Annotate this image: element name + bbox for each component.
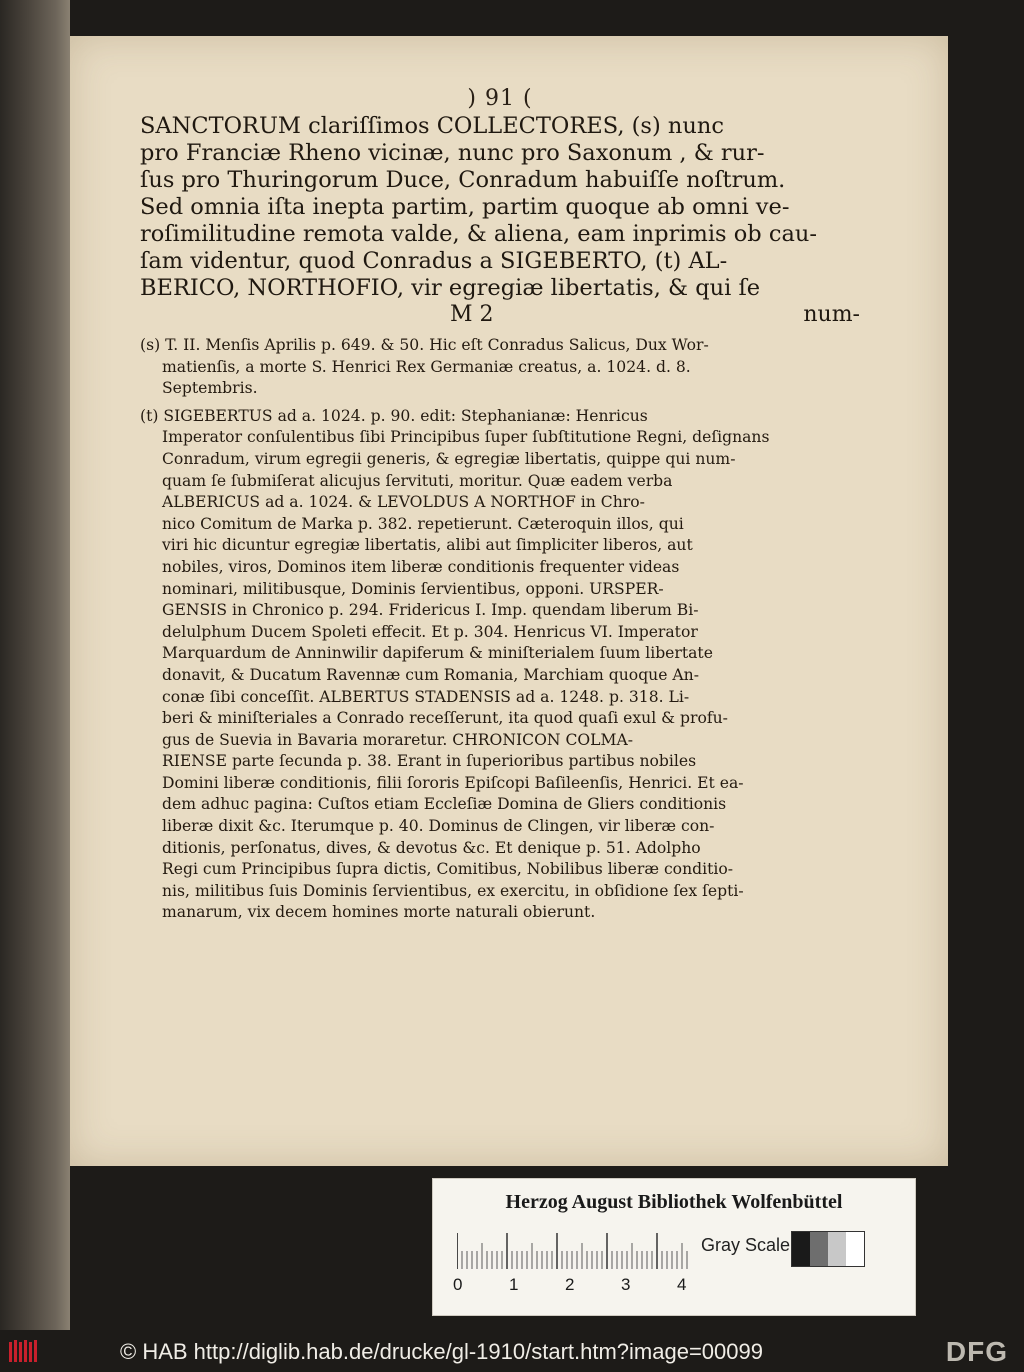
ruler-scale bbox=[457, 1231, 691, 1271]
book-page bbox=[70, 36, 948, 1166]
hab-logo-icon bbox=[8, 1338, 40, 1364]
library-name: Herzog August Bibliothek Wolfenbüttel bbox=[505, 1191, 843, 1213]
ruler-number: 4 bbox=[677, 1275, 687, 1294]
ruler-number: 0 bbox=[453, 1275, 463, 1294]
gray-scale-swatches bbox=[791, 1231, 865, 1267]
gray-swatch bbox=[846, 1232, 864, 1266]
footnote-line: Imperator conſulentibus ſibi Principibus ſuper ſubſtitutione Regni, deſignans bbox=[162, 428, 770, 447]
footnote-line: manarum, vix decem homines morte naturali obierunt. bbox=[162, 903, 596, 922]
ruler-number: 3 bbox=[621, 1275, 631, 1294]
footnote-line: conæ ſibi conceſſit. ALBERTUS STADENSIS ad a. 1248. p. 318. Li- bbox=[162, 687, 690, 706]
dfg-logo: DFG bbox=[945, 1336, 1008, 1367]
footnote-line: matienſis, a morte S. Henrici Rex Germaniæ creatus, a. 1024. d. 8. bbox=[162, 357, 691, 376]
gray-swatch bbox=[810, 1232, 828, 1266]
footnote-line: gus de Suevia in Bavaria moraretur. CHRONICON COLMA- bbox=[162, 730, 634, 749]
copyright-url: © HAB http://diglib.hab.de/drucke/gl-1910/start.htm?image=00099 bbox=[120, 1339, 763, 1364]
signature-line bbox=[450, 302, 860, 327]
text-line: pro Franciæ Rheno vicinæ, nunc pro Saxonum , & rur- bbox=[140, 140, 765, 166]
footnote-line: (t) SIGEBERTUS ad a. 1024. p. 90. edit: Stephanianæ: Henricus bbox=[140, 406, 648, 425]
footnote-line: quam ſe ſubmiſerat alicujus ſervituti, moritur. Quæ eadem verba bbox=[162, 471, 673, 490]
footnote-line: nis, militibus ſuis Dominis ſervientibus, ex exercitu, in obſidione ſex ſepti- bbox=[162, 881, 744, 900]
text-line: Sed omnia iſta inepta partim, partim quoque ab omni ve- bbox=[140, 194, 790, 220]
footnote bbox=[140, 406, 860, 924]
footnote-line: ALBERICUS ad a. 1024. & LEVOLDUS A NORTHOF in Chro- bbox=[162, 493, 645, 512]
signature-mark: M 2 bbox=[450, 302, 494, 327]
footnote-line: nominari, militibusque, Dominis ſervientibus, opponi. URSPER- bbox=[162, 579, 664, 598]
footnotes bbox=[140, 335, 860, 924]
footnote-line: Septembris. bbox=[162, 379, 258, 398]
footnote bbox=[140, 335, 860, 400]
footnote-line: RIENSE parte ſecunda p. 38. Erant in ſuperioribus partibus nobiles bbox=[162, 752, 697, 771]
page-number: ) 91 ( bbox=[467, 86, 533, 111]
catchword: num- bbox=[803, 302, 860, 327]
footnote-line: donavit, & Ducatum Ravennæ cum Romania, Marchiam quoque An- bbox=[162, 665, 699, 684]
text-line: SANCTORUM clariſſimos COLLECTORES, (s) nunc bbox=[140, 113, 724, 139]
footnote-line: nico Comitum de Marka p. 382. repetierunt. Cæteroquin illos, qui bbox=[162, 514, 684, 533]
gray-scale-label: Gray Scale bbox=[701, 1235, 791, 1255]
page-content bbox=[140, 86, 860, 930]
footnote-line: GENSIS in Chronico p. 294. Fridericus I. Imp. quendam liberum Bi- bbox=[162, 601, 699, 620]
footnote-line: nobiles, viros, Dominos item liberæ conditionis frequenter videas bbox=[162, 557, 680, 576]
footnote-line: viri hic dicuntur egregiæ libertatis, alibi aut ſimpliciter liberos, aut bbox=[162, 536, 693, 555]
footnote-line: beri & miniſteriales a Conrado receſſerunt, ita quod quaſi exul & profu- bbox=[162, 709, 728, 728]
adjacent-page-edge bbox=[0, 0, 70, 1330]
gray-swatch bbox=[792, 1232, 810, 1266]
footnote-line: ditionis, perſonatus, dives, & devotus &c. Et denique p. 51. Adolpho bbox=[162, 838, 701, 857]
library-color-target bbox=[432, 1178, 916, 1316]
footnote-line: Marquardum de Anninwilir dapiferum & miniſterialem ſuum libertate bbox=[162, 644, 713, 663]
gray-swatch bbox=[828, 1232, 846, 1266]
footer-bar bbox=[0, 1330, 1024, 1372]
ruler-number: 1 bbox=[509, 1275, 519, 1294]
footnote-line: Domini liberæ conditionis, filii ſororis Epiſcopi Baſileenſis, Henrici. Et ea- bbox=[162, 773, 744, 792]
footnote-line: dem adhuc pagina: Cuſtos etiam Eccleſiæ Domina de Gliers conditionis bbox=[162, 795, 727, 814]
ruler-number: 2 bbox=[565, 1275, 575, 1294]
footnote-line: (s) T. II. Menſis Aprilis p. 649. & 50. Hic eſt Conradus Salicus, Dux Wor- bbox=[140, 336, 709, 354]
footnote-line: Regi cum Principibus ſupra dictis, Comitibus, Nobilibus liberæ conditio- bbox=[162, 860, 733, 879]
text-line: roſimilitudine remota valde, & aliena, eam inprimis ob cau- bbox=[140, 221, 817, 247]
footnote-line: Conradum, virum egregii generis, & egregiæ libertatis, quippe qui num- bbox=[162, 449, 736, 468]
text-line: ſus pro Thuringorum Duce, Conradum habuiſſe noſtrum. bbox=[140, 167, 786, 193]
footnote-line: liberæ dixit &c. Iterumque p. 40. Dominus de Clingen, vir liberæ con- bbox=[162, 817, 715, 836]
text-line: ſam videntur, quod Conradus a SIGEBERTO, (t) AL- bbox=[140, 248, 728, 274]
footnote-line: delulphum Ducem Spoleti effecit. Et p. 304. Henricus VI. Imperator bbox=[162, 622, 698, 641]
ruler-numbers bbox=[453, 1275, 703, 1299]
text-line: BERICO, NORTHOFIO, vir egregiæ libertatis, & qui ſe bbox=[140, 275, 761, 301]
main-text bbox=[140, 113, 860, 302]
